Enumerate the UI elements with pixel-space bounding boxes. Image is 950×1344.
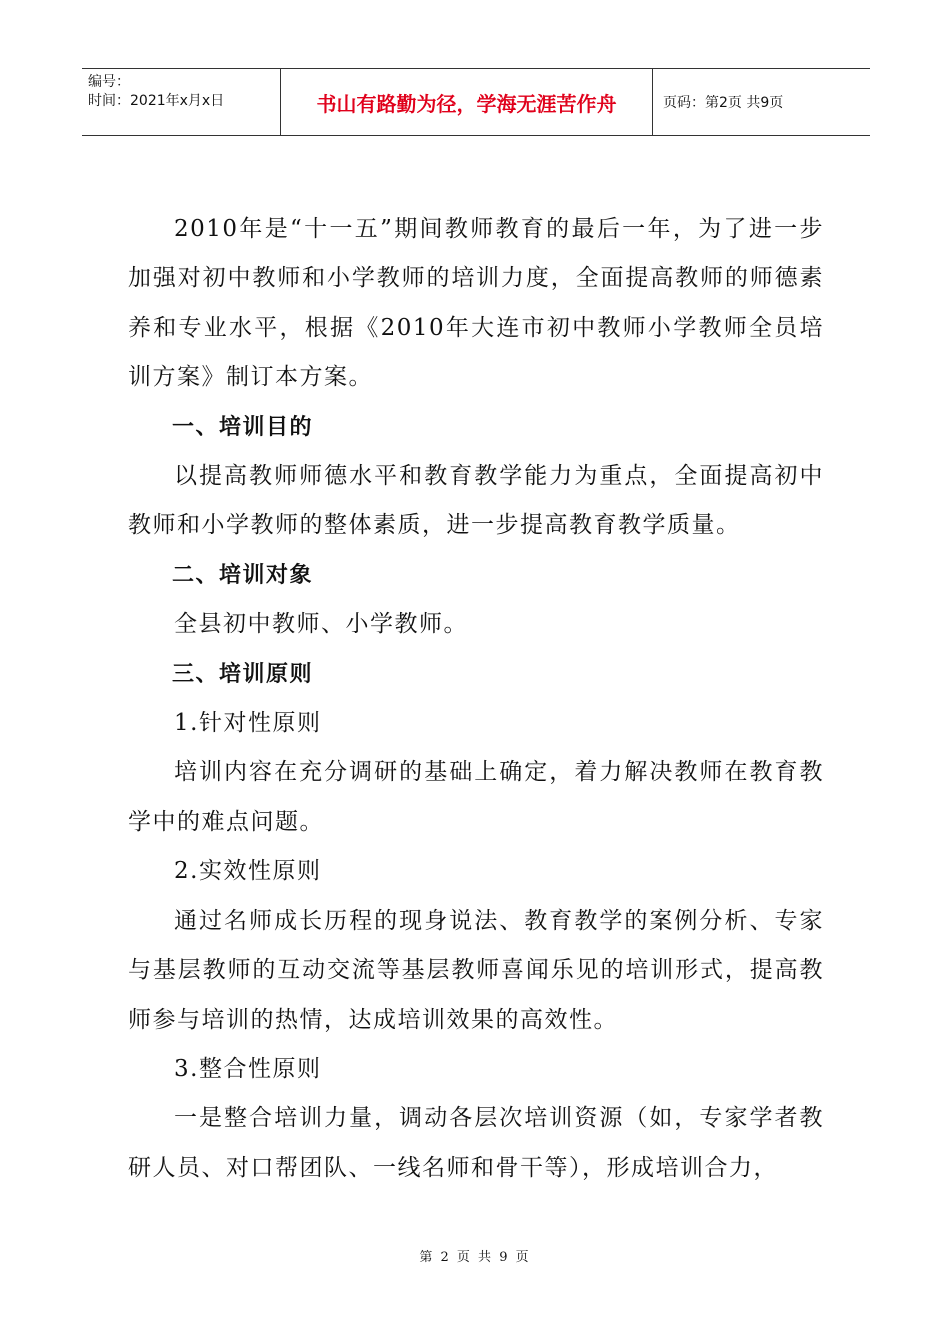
paragraph-principle-1: 培训内容在充分调研的基础上确定，着力解决教师在教育教学中的难点问题。	[128, 759, 824, 835]
section-heading-principles: 三、培训原则	[172, 661, 314, 687]
paragraph-principle-3: 一是整合培训力量，调动各层次培训资源（如，专家学者教研人员、对口帮团队、一线名师和骨干等），形成培训合力，	[128, 1105, 824, 1181]
header-page-info: 页码：第2页 共9页	[663, 95, 784, 111]
paragraph-target: 全县初中教师、小学教师。	[174, 611, 468, 638]
document-number-label: 编号：	[88, 74, 130, 90]
paragraph-purpose: 以提高教师师德水平和教育教学能力为重点，全面提高初中教师和小学教师的整体素质，进一步提高教育教学质量。	[128, 463, 824, 539]
document-header	[82, 68, 870, 136]
section-heading-target: 二、培训对象	[172, 562, 314, 588]
document-date-label: 时间：2021年x月x日	[88, 93, 225, 109]
header-meta	[82, 69, 280, 135]
subheading-principle-2: 2.实效性原则	[174, 858, 322, 885]
paragraph-intro: 2010年是“十一五”期间教师教育的最后一年，为了进一步加强对初中教师和小学教师的培训力度，全面提高教师的师德素养和专业水平，根据《2010年大连市初中教师小学教师全员培训方案》制订本方案。	[128, 216, 824, 391]
page-footer: 第 2 页 共 9 页	[419, 1250, 531, 1265]
subheading-principle-3: 3.整合性原则	[174, 1055, 322, 1082]
section-heading-purpose: 一、培训目的	[172, 414, 314, 440]
header-motto: 书山有路勤为径，学海无涯苦作舟	[280, 69, 653, 135]
document-body	[128, 205, 824, 1193]
paragraph-principle-2: 通过名师成长历程的现身说法、教育教学的案例分析、专家与基层教师的互动交流等基层教师喜闻乐见的培训形式，提高教师参与培训的热情，达成培训效果的高效性。	[128, 907, 824, 1033]
subheading-principle-1: 1.针对性原则	[174, 710, 322, 737]
